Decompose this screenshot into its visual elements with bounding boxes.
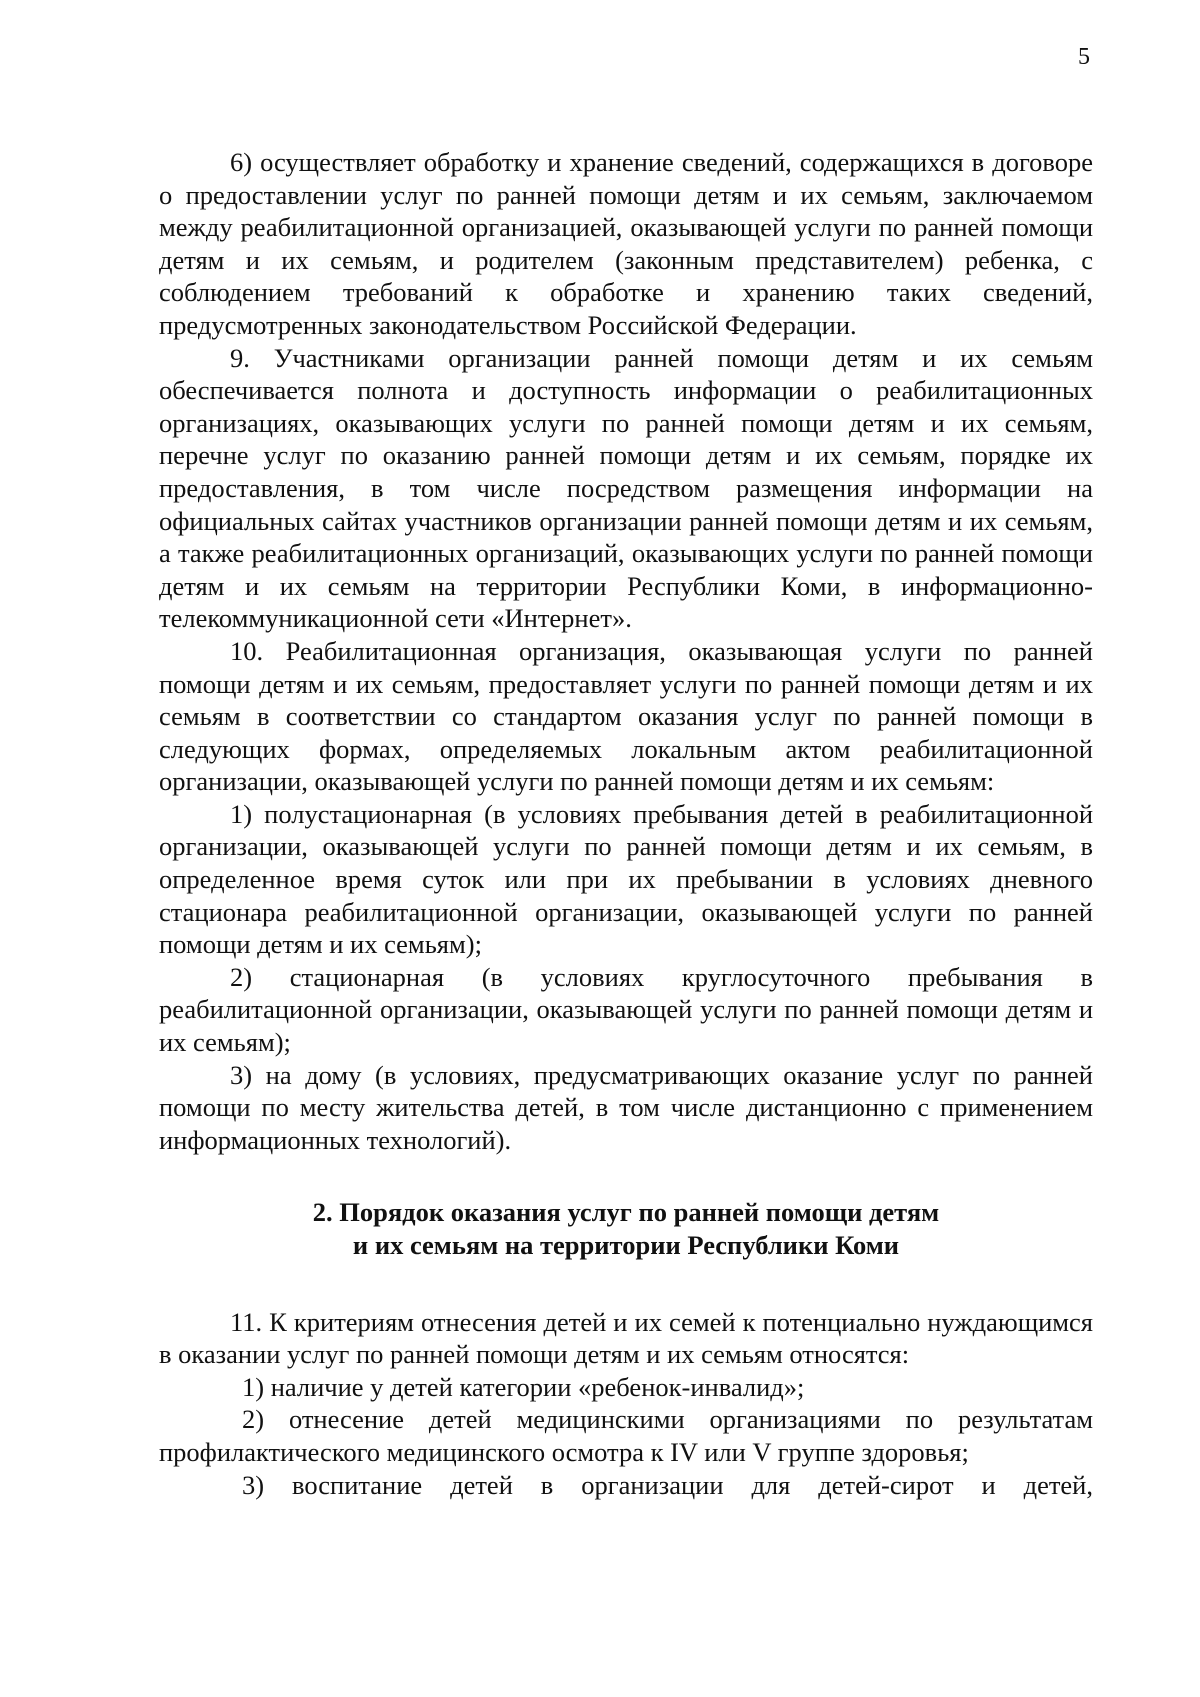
paragraph-clause-10: 10. Реабилитационная организация, оказывающая услуги по ранней помощи детям и их семьям, предоставляет услуги по ранней помощи детям и их семьям в соответствии со стандартом оказания услуг по ранней помощи в следующих формах, определяемых локальным актом реабилитационной организации, оказывающей услуги по ранней помощи детям и их семьям:	[159, 635, 1093, 797]
paragraph-form-inpatient: 2) стационарная (в условиях круглосуточного пребывания в реабилитационной организации, оказывающей услуги по ранней помощи детям и их семьям);	[159, 961, 1093, 1058]
section-heading	[159, 1196, 1093, 1261]
spacer	[159, 1156, 1093, 1196]
section-heading-line-2: и их семьям на территории Республики Коми	[352, 1230, 900, 1260]
paragraph-clause-11: 11. К критериям отнесения детей и их семей к потенциально нуждающимся в оказании услуг по ранней помощи детям и их семьям относятся:	[159, 1306, 1093, 1370]
paragraph-criterion-1: 1) наличие у детей категории «ребенок-инвалид»;	[242, 1371, 805, 1402]
paragraph-item-6: 6) осуществляет обработку и хранение сведений, содержащихся в договоре о предоставлении услуг по ранней помощи детям и их семьям, заключаемом между реабилитационной организацией, оказывающей услуги по ранней помощи детям и их семьям, и родителем (законным представителем) ребенка, с соблюдением требований к обработке и хранению таких сведений, предусмотренных законодательством Российской Федерации.	[159, 147, 1093, 340]
paragraph-form-at-home: 3) на дому (в условиях, предусматривающих оказание услуг по ранней помощи по месту жительства детей, в том числе дистанционно с применением информационных технологий).	[159, 1059, 1093, 1155]
paragraph-criterion-3: 3) воспитание детей в организации для детей-сирот и детей,	[242, 1469, 1093, 1500]
section-heading-line-1: 2. Порядок оказания услуг по ранней помощи детям	[312, 1197, 940, 1228]
paragraph-criterion-2: 2) отнесение детей медицинскими организациями по результатам профилактического медицинского осмотра к IV или V группе здоровья;	[159, 1404, 1093, 1467]
document-body	[159, 146, 1093, 1501]
page-number: 5	[1078, 44, 1090, 70]
paragraph-clause-9: 9. Участниками организации ранней помощи детям и их семьям обеспечивается полнота и доступность информации о реабилитационных организациях, оказывающих услуги по ранней помощи детям и их семьям, перечне услуг по оказанию ранней помощи детям и их семьям, порядке их предоставления, в том числе посредством размещения информации на официальных сайтах участников организации ранней помощи детям и их семьям, а также реабилитационных организаций, оказывающих услуги по ранней помощи детям и их семьям на территории Республики Коми, в информационно-телекоммуникационной сети «Интернет».	[159, 342, 1093, 634]
spacer	[159, 1262, 1093, 1306]
paragraph-form-semi-inpatient: 1) полустационарная (в условиях пребывания детей в реабилитационной организации, оказывающей услуги по ранней помощи детям и их семьям, в определенное время суток или при их пребывании в условиях дневного стационара реабилитационной организации, оказывающей услуги по ранней помощи детям и их семьям);	[159, 798, 1093, 960]
